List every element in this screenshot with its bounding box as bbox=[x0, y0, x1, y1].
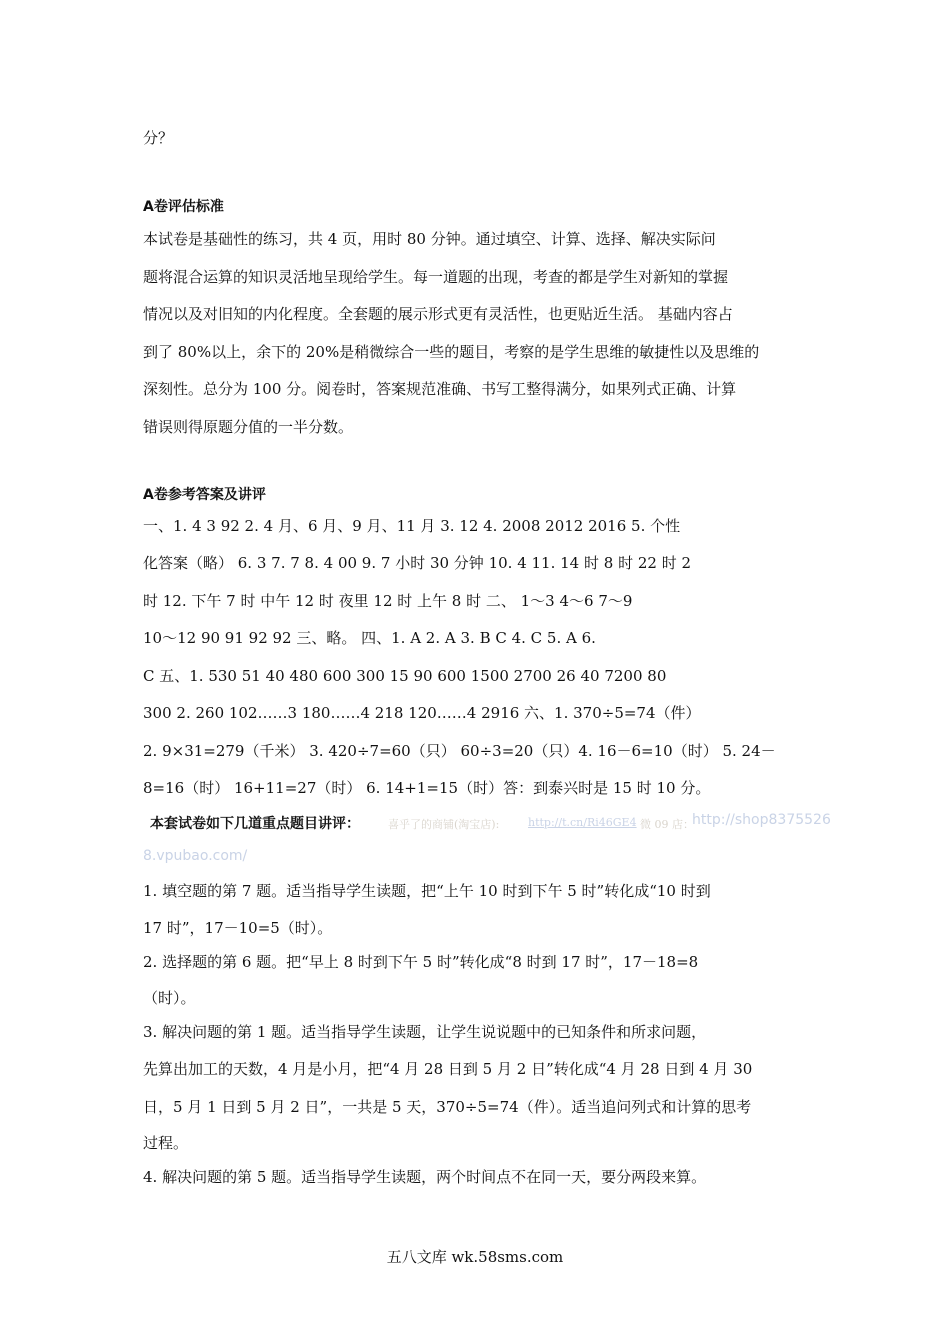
answer-line: 化答案（略） 6. 3 7. 7 8. 4 00 9. 7 小时 30 分钟 10. 4 11. 14 时 8 时 22 时 2 bbox=[143, 554, 692, 572]
answer-line: 2. 9×31=279（千米） 3. 420÷7=60（只） 60÷3=20（只）4. 16－6=10（时） 5. 24－ bbox=[143, 742, 776, 760]
paragraph-line: 深刻性。总分为 100 分。阅卷时，答案规范准确、书写工整得满分，如果列式正确、计算 bbox=[143, 380, 737, 398]
paragraph-line: 情况以及对旧知的内化程度。全套题的展示形式更有灵活性，也更贴近生活。 基础内容占 bbox=[143, 305, 733, 323]
watermark-url-part2[interactable]: 8.vpubao.com/ bbox=[143, 848, 248, 864]
paragraph-line: 本试卷是基础性的练习，共 4 页，用时 80 分钟。通过填空、计算、选择、解决实际问 bbox=[143, 230, 716, 248]
paragraph-line: 题将混合运算的知识灵活地呈现给学生。每一道题的出现，考查的都是学生对新知的掌握 bbox=[143, 268, 729, 286]
paragraph-line: 到了 80%以上，余下的 20%是稍微综合一些的题目，考察的是学生思维的敏捷性以及思维的 bbox=[143, 343, 760, 361]
key-question-line: 过程。 bbox=[143, 1134, 189, 1152]
section-heading-answers: A卷参考答案及讲评 bbox=[143, 487, 266, 503]
answer-line: 300 2. 260 102……3 180……4 218 120……4 2916 六、1. 370÷5=74（件） bbox=[143, 704, 701, 722]
answer-line: 一、1. 4 3 92 2. 4 月、6 月、9 月、11 月 3. 12 4. 2008 2012 2016 5. 个性 bbox=[143, 517, 681, 535]
key-question-line: 先算出加工的天数，4 月是小月，把“4 月 28 日到 5 月 2 日”转化成“4 月 28 日到 4 月 30 bbox=[143, 1060, 753, 1078]
paragraph-line: 错误则得原题分值的一半分数。 bbox=[143, 418, 354, 436]
top-fragment: 分？ bbox=[143, 129, 174, 147]
key-question-line: 日，5 月 1 日到 5 月 2 日”，一共是 5 天，370÷5=74（件）。适当追问列式和计算的思考 bbox=[143, 1098, 752, 1116]
answer-line: 时 12. 下午 7 时 中午 12 时 夜里 12 时 上午 8 时 二、 1～3 4～6 7～9 bbox=[143, 592, 633, 610]
answer-line: 8=16（时） 16+11=27（时） 6. 14+1=15（时）答：到泰兴时是 15 时 10 分。 bbox=[143, 779, 711, 797]
section-heading-key-questions: 本套试卷如下几道重点题目讲评： bbox=[150, 816, 360, 832]
answer-line: C 五、1. 530 51 40 480 600 300 15 90 600 1500 2700 26 40 7200 80 bbox=[143, 667, 667, 685]
key-question-line: （时）。 bbox=[143, 989, 196, 1007]
section-heading-standard: A卷评估标准 bbox=[143, 199, 224, 215]
watermark-link[interactable]: http://t.cn/Ri46GE4 bbox=[528, 816, 637, 829]
page-footer: 五八文库 wk.58sms.com bbox=[386, 1248, 564, 1266]
watermark-shop-label: 喜乎了的商铺(淘宝店): bbox=[388, 818, 500, 831]
key-question-line: 4. 解决问题的第 5 题。适当指导学生读题，两个时间点不在同一天，要分两段来算。 bbox=[143, 1168, 707, 1186]
key-question-line: 1. 填空题的第 7 题。适当指导学生读题，把“上午 10 时到下午 5 时”转化成“10 时到 bbox=[143, 882, 711, 900]
key-question-line: 17 时”，17－10=5（时）。 bbox=[143, 919, 333, 937]
watermark-url-part1[interactable]: http://shop8375526 bbox=[692, 812, 831, 828]
watermark-mid: 微 09 店： bbox=[640, 818, 694, 831]
key-question-line: 2. 选择题的第 6 题。把“早上 8 时到下午 5 时”转化成“8 时到 17 时”，17－18=8 bbox=[143, 953, 699, 971]
key-question-line: 3. 解决问题的第 1 题。适当指导学生读题，让学生说说题中的已知条件和所求问题， bbox=[143, 1023, 707, 1041]
answer-line: 10～12 90 91 92 92 三、略。 四、1. A 2. A 3. B C 4. C 5. A 6. bbox=[143, 629, 596, 647]
